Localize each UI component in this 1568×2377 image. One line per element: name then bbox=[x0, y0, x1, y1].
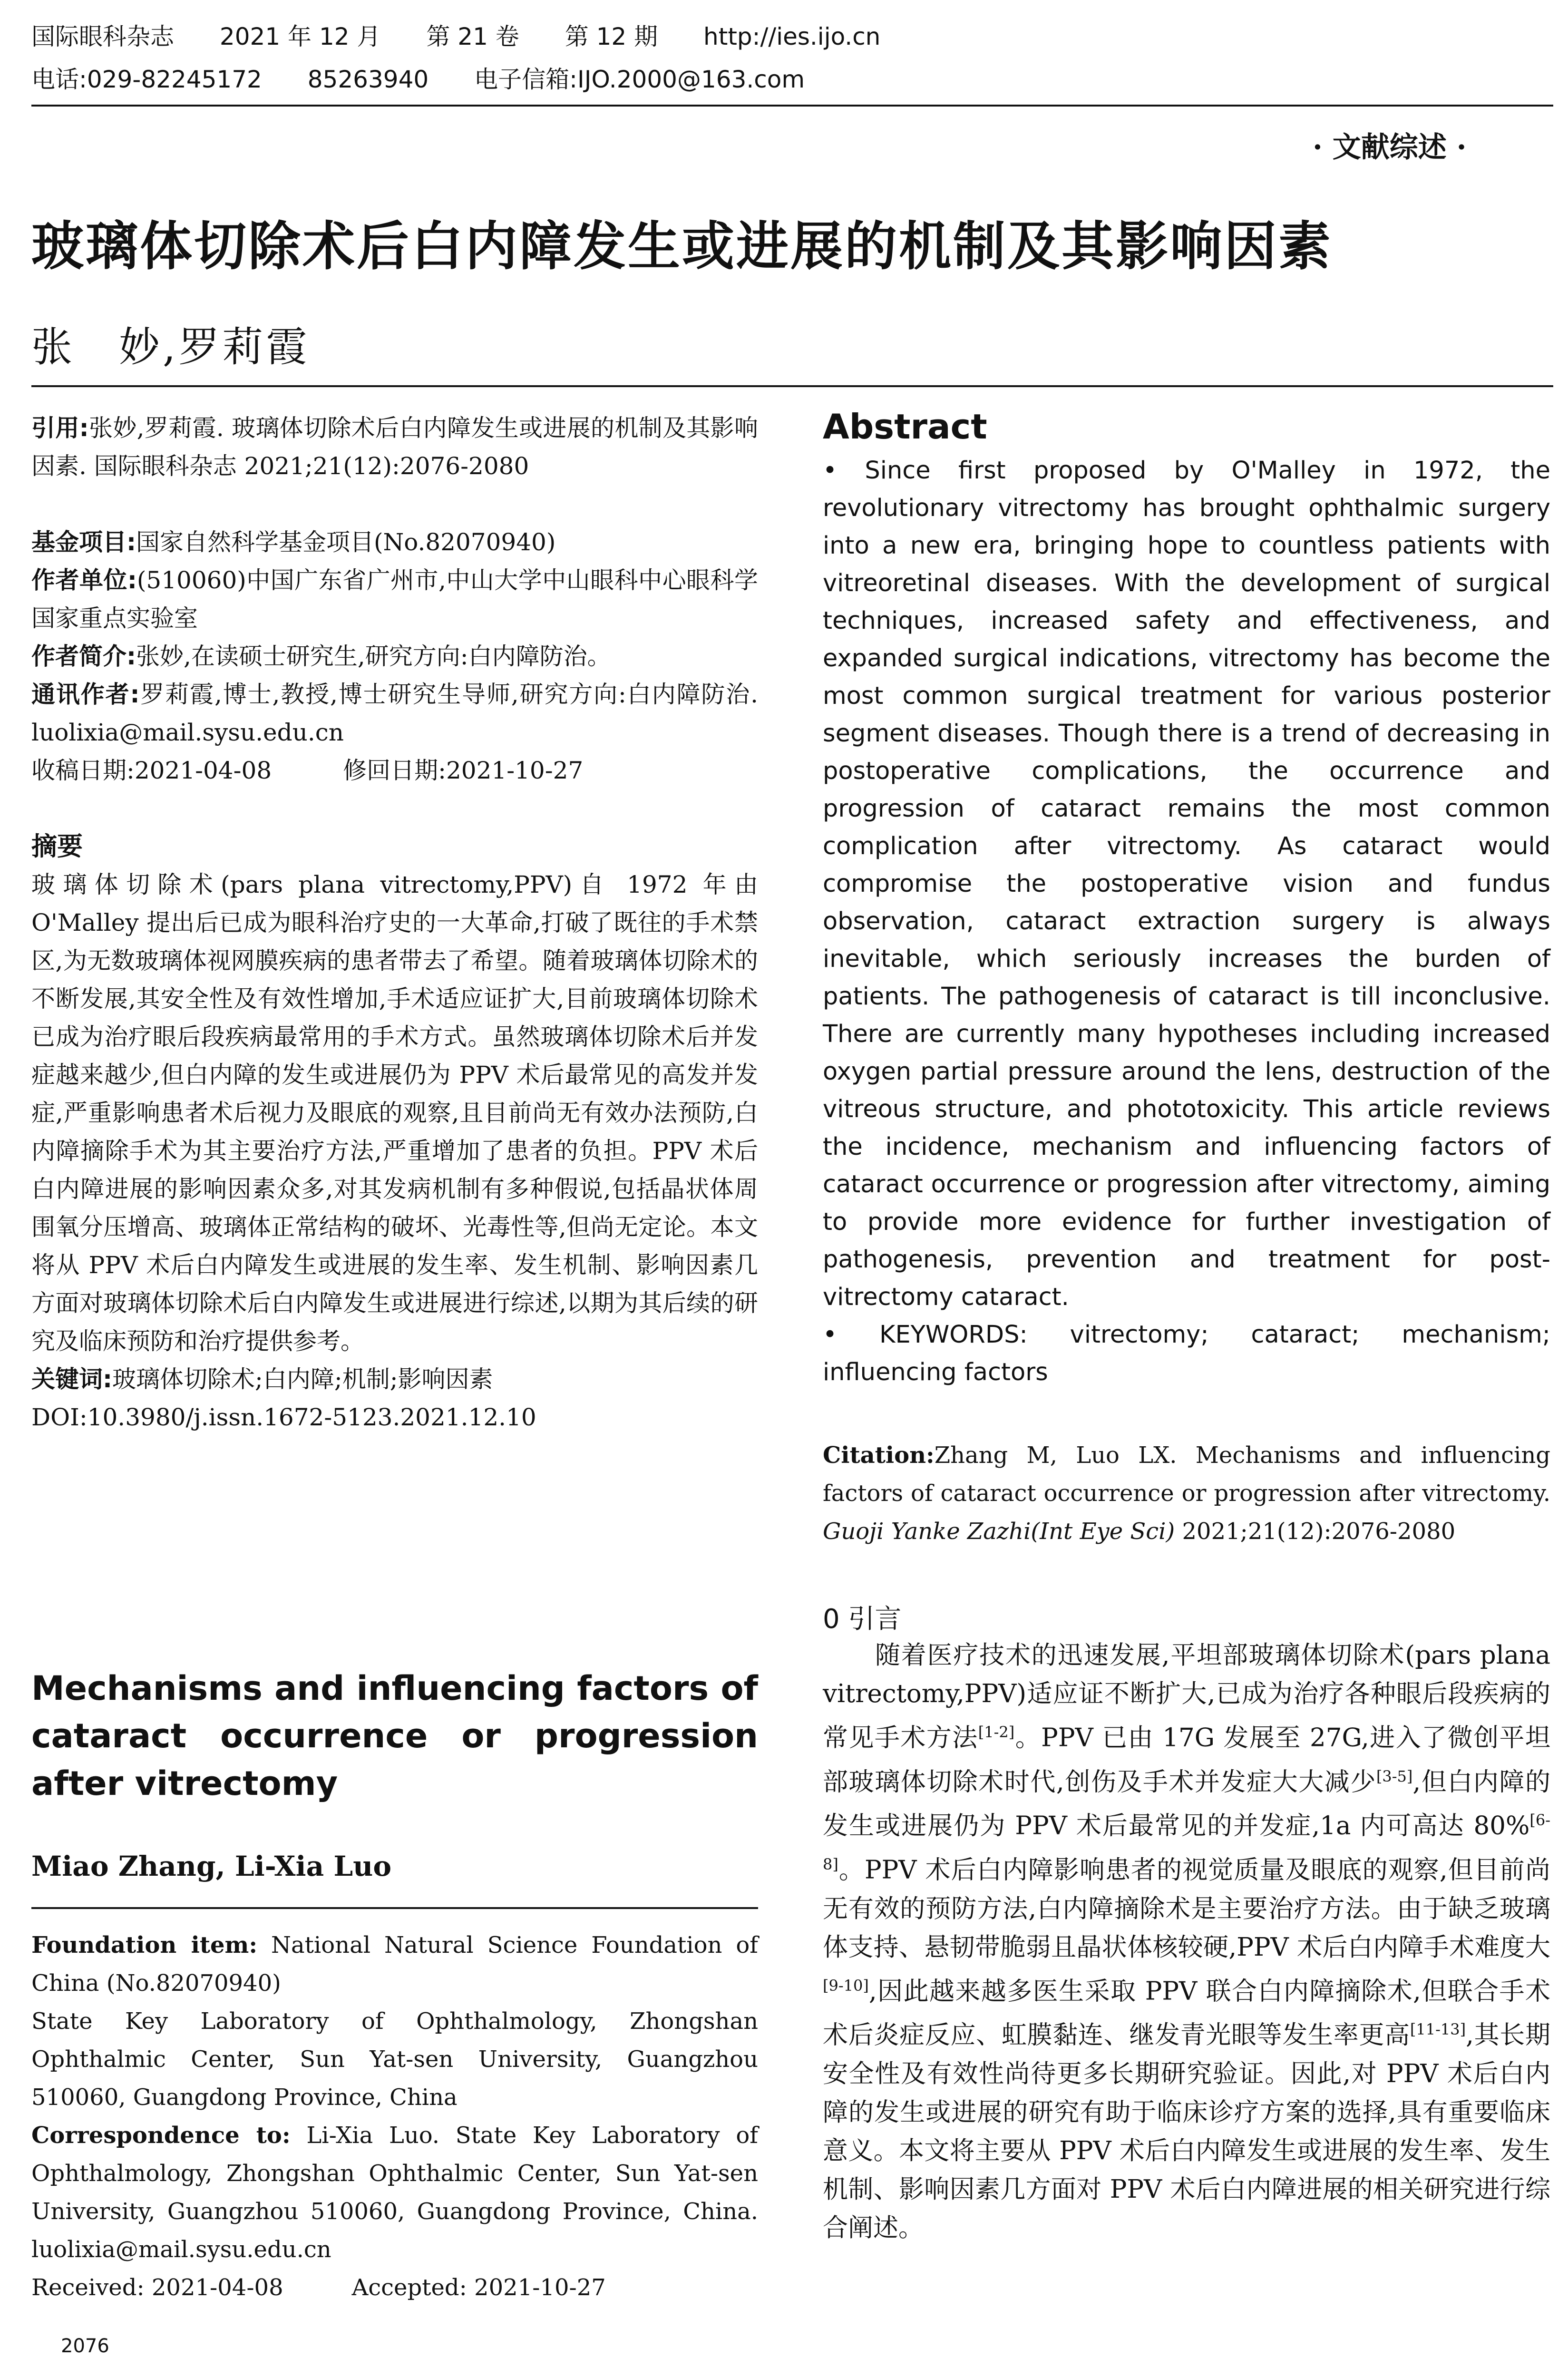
corresponding-block: 通讯作者:罗莉霞,博士,教授,博士研究生导师,研究方向:白内障防治. luolixia@mail.sysu.edu.cn bbox=[31, 681, 759, 746]
journal-url[interactable]: http://ies.ijo.cn bbox=[703, 23, 881, 50]
keywords-block-cn: 关键词:玻璃体切除术;白内障;机制;影响因素 bbox=[31, 1365, 493, 1393]
citation-en-text: Zhang M, Luo LX. Mechanisms and influencing factors of cataract occurrence or progression after vitrectomy. bbox=[823, 1442, 1550, 1507]
authors: 张 妙,罗莉霞 bbox=[31, 323, 310, 371]
reference-2[interactable]: [3-5] bbox=[1376, 1767, 1413, 1785]
received-accepted-en: Received: 2021-04-08 Accepted: 2021-10-27 bbox=[31, 2274, 606, 2301]
citation-en-label: Citation: bbox=[823, 1442, 935, 1469]
email[interactable]: 电子信箱:IJO.2000@163.com bbox=[474, 66, 805, 93]
english-info-block bbox=[31, 1926, 758, 2307]
issue: 第 12 期 bbox=[565, 23, 658, 50]
abstract-text-cn: 玻璃体切除术(pars plana vitrectomy,PPV)自 1972 年由 O'Malley 提出后已成为眼科治疗史的一大革命,打破了既往的手术禁区,为无数玻璃体视网膜疾病的患者带去了希望。随着玻璃体切除术的不断发展,其安全性及有效性增加,手术适应证扩大,目前玻璃体切除术已成为治疗眼后段疾病最常用的手术方式。虽然玻璃体切除术后并发症越来越少,但白内障的发生或进展仍为 PPV 术后最常见的高发并发症,严重影响患者术后视力及眼底的观察,且目前尚无有效办法预防,白内障摘除手术为其主要治疗方法,严重增加了患者的负担。PPV 术后白内障进展的影响因素众多,对其发病机制有多种假说,包括晶状体周围氧分压增高、玻璃体正常结构的破坏、光毒性等,但尚无定论。本文将从 PPV 术后白内障发生或进展的发生率、发生机制、影响因素几方面对玻璃体切除术后白内障发生或进展进行综述,以期为其后续的研究及临床预防和治疗提供参考。 bbox=[31, 871, 758, 1355]
volume: 第 21 卷 bbox=[426, 23, 519, 50]
reference-5[interactable]: [11-13] bbox=[1410, 2020, 1466, 2039]
abstract-heading-en: Abstract bbox=[823, 407, 987, 447]
intro-body bbox=[823, 1636, 1550, 2247]
reference-3[interactable]: [6-8] bbox=[823, 1811, 1550, 1873]
phone: 电话:029-82245172 bbox=[31, 66, 262, 93]
journal-header-line-2 bbox=[31, 63, 843, 96]
issue-date: 2021 年 12 月 bbox=[219, 23, 381, 50]
abstract-en-block bbox=[823, 452, 1550, 1391]
section-tag: · 文献综述 · bbox=[1313, 131, 1467, 164]
header-rule bbox=[31, 105, 1553, 107]
citation-en-tail: 2021;21(12):2076-2080 bbox=[1182, 1518, 1456, 1545]
english-authors: Miao Zhang, Li-Xia Luo bbox=[31, 1850, 392, 1882]
received-dates: 收稿日期:2021-04-08 修回日期:2021-10-27 bbox=[31, 757, 584, 784]
left-column bbox=[31, 409, 758, 1436]
journal-header-line-1 bbox=[31, 20, 918, 53]
correspondence-en: Correspondence to: Li-Xia Luo. State Key Laboratory of Ophthalmology, Zhongshan Ophthalmic Center, Sun Yat-sen University, Guangzhou 510060, Guangdong Province, China. luolixia@mail.sysu.edu.cn bbox=[31, 2122, 759, 2263]
abstract-heading-cn: 摘要 bbox=[31, 831, 83, 861]
english-authors-rule bbox=[31, 1907, 758, 1909]
citation-en-journal: Guoji Yanke Zazhi(Int Eye Sci) bbox=[823, 1518, 1175, 1545]
citation-en-block bbox=[823, 1436, 1550, 1550]
keywords-en: • KEYWORDS: vitrectomy; cataract; mechanism; influencing factors bbox=[823, 1321, 1550, 1386]
doi[interactable]: DOI:10.3980/j.issn.1672-5123.2021.12.10 bbox=[31, 1403, 536, 1431]
page-number: 2076 bbox=[61, 2335, 109, 2357]
reference-4[interactable]: [9-10] bbox=[823, 1976, 869, 1995]
title-rule bbox=[31, 385, 1553, 387]
abstract-text-en: • Since first proposed by O'Malley in 1972, the revolutionary vitrectomy has brought ophthalmic surgery into a new era, bringing hope to countless patients with vitreoretinal diseases. With the development of surgical techniques, increased safety and effectiveness, and expanded surgical indications, vitrectomy has become the most common surgical treatment for various posterior segment diseases. Though there is a trend of decreasing in postoperative complications, the occurrence and progression of cataract remains the most common complication after vitrectomy. As cataract would compromise the postoperative vision and fundus observation, cataract extraction surgery is always inevitable, which seriously increases the burden of patients. The pathogenesis of cataract is till inconclusive. There are currently many hypotheses including increased oxygen partial pressure around the lens, destruction of the vitreous structure, and phototoxicity. This article reviews the incidence, mechanism and influencing factors of cataract occurrence or progression after vitrectomy, aiming to provide more evidence for further investigation of pathogenesis, prevention and treatment for post-vitrectomy cataract. bbox=[823, 457, 1550, 1311]
fund-block: 基金项目:国家自然科学基金项目(No.82070940) bbox=[31, 528, 556, 556]
reference-1[interactable]: [1-2] bbox=[978, 1723, 1015, 1741]
intro-paragraph: 随着医疗技术的迅速发展,平坦部玻璃体切除术(pars plana vitrectomy,PPV)适应证不断扩大,已成为治疗各种眼后段疾病的常见手术方法[1-2]。PPV 已由 17G 发展至 27G,进入了微创平坦部玻璃体切除术时代,创伤及手术并发症大大减少[3-5],但白内障的发生或进展仍为 PPV 术后最常见的并发症,1a 内可高达 80%[6-8]。PPV 术后白内障影响患者的视觉质量及眼底的观察,但目前尚无有效的预防方法,白内障摘除术是主要治疗方法。由于缺乏玻璃体支持、悬韧带脆弱且晶状体核较硬,PPV 术后白内障手术难度大[9-10],因此越来越多医生采取 PPV 联合白内障摘除术,但联合手术术后炎症反应、虹膜黏连、继发青光眼等发生率更高[11-13],其长期安全性及有效性尚待更多长期研究验证。因此,对 PPV 术后白内障的发生或进展的研究有助于临床诊疗方案的选择,具有重要临床意义。本文将主要从 PPV 术后白内障发生或进展的发生率、发生机制、影响因素几方面对 PPV 术后白内障进展的相关研究进行综合阐述。 bbox=[823, 1641, 1550, 2242]
english-title: Mechanisms and influencing factors of cataract occurrence or progression after vitrectomy bbox=[31, 1669, 758, 1803]
journal-name: 国际眼科杂志 bbox=[31, 23, 174, 50]
phone-2: 85263940 bbox=[307, 66, 429, 93]
citation-block: 引用:张妙,罗莉霞. 玻璃体切除术后白内障发生或进展的机制及其影响因素. 国际眼科杂志 2021;21(12):2076-2080 bbox=[31, 414, 758, 480]
affiliation-en: State Key Laboratory of Ophthalmology, Zhongshan Ophthalmic Center, Sun Yat-sen University, Guangzhou 510060, Guangdong Province, China bbox=[31, 2008, 758, 2111]
foundation-item: Foundation item: National Natural Science Foundation of China (No.82070940) bbox=[31, 1932, 759, 1997]
page-title: 玻璃体切除术后白内障发生或进展的机制及其影响因素 bbox=[31, 215, 1333, 277]
bio-block: 作者简介:张妙,在读硕士研究生,研究方向:白内障防治。 bbox=[31, 643, 611, 670]
intro-heading: 0 引言 bbox=[823, 1604, 902, 1635]
unit-block: 作者单位:(510060)中国广东省广州市,中山大学中山眼科中心眼科学国家重点实验室 bbox=[31, 566, 758, 632]
